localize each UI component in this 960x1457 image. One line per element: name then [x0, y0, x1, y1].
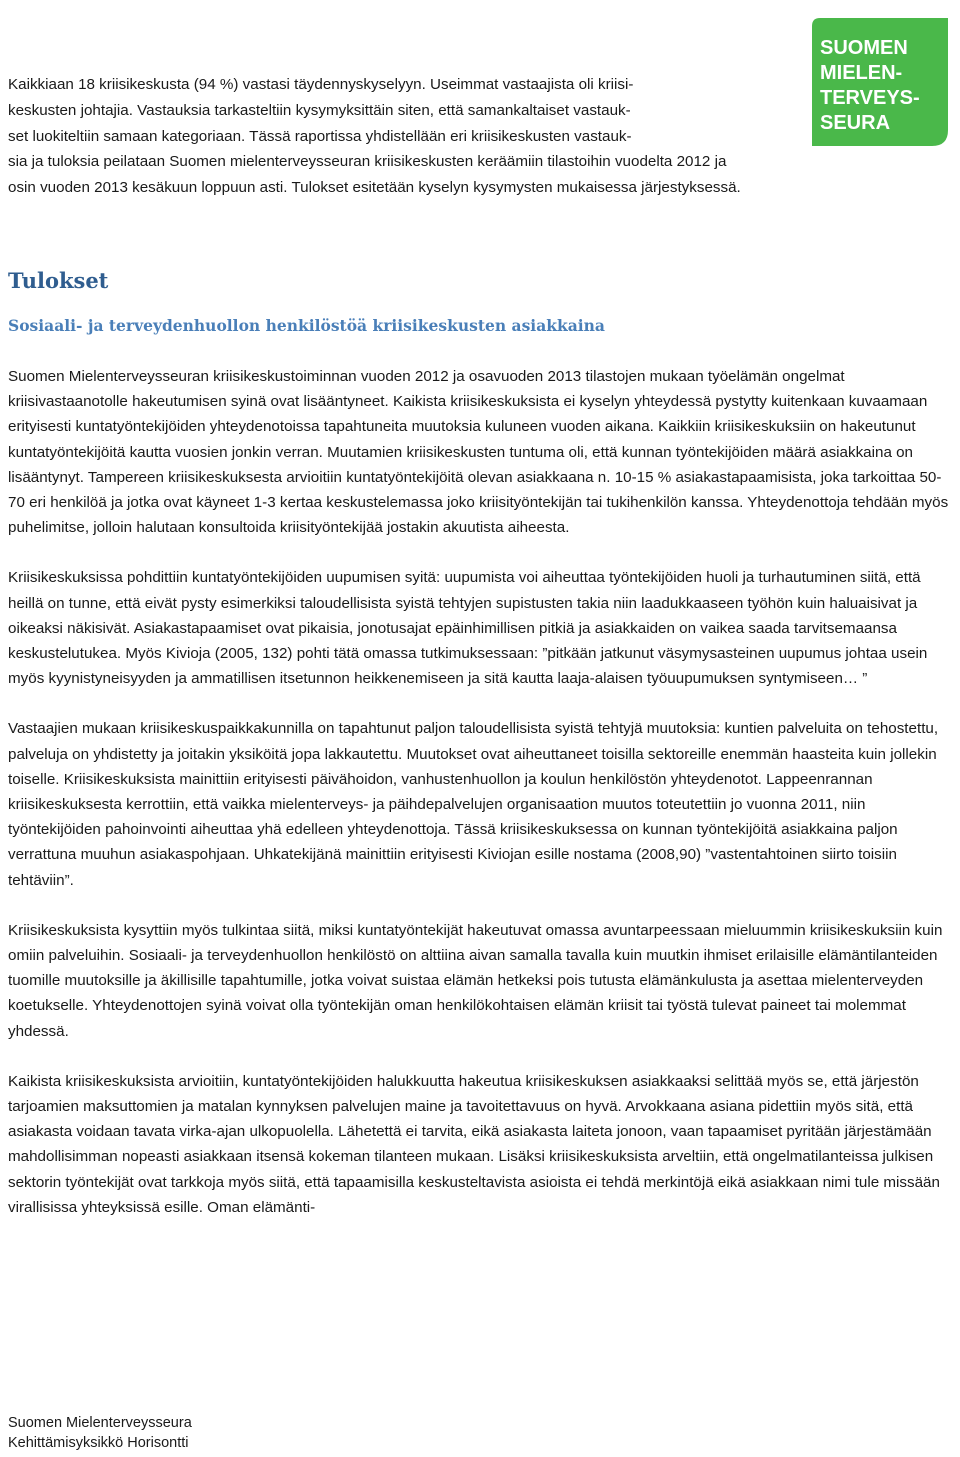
intro-paragraph-bottom	[8, 149, 956, 201]
logo-graphic	[812, 18, 948, 146]
document-body	[8, 364, 952, 1245]
subsection-heading: Sosiaali- ja terveydenhuollon henkilöstöä kriisikeskusten asiakkaina	[8, 316, 605, 335]
footer-unit: Kehittämisyksikkö Horisontti	[8, 1435, 189, 1451]
body-paragraph: Kriisikeskuksissa pohdittiin kuntatyöntekijöiden uupumisen syitä: uupumista voi aiheuttaa työntekijöiden huoli ja turhautuminen siitä, että heillä on tunne, että eivät pysty esimerkiksi taloudellisista syistä tehtyjen supistusten takia niin laadukkaaseen työhön kuin haluaisivat ja oikeaksi näkisivät. Asiakastapaamiset ovat pikaisia, jonotusajat epäinhimillisen pitkiä ja asiakkaiden on vaikea saada tarvitsemaansa keskustelutukea. Myös Kivioja (2005, 132) pohti tätä omassa tutkimuksessaan: ”pitkään jatkunut väsymysasteinen uupumus johtaa usein myös kyynistyneisyyden ja ammatillisen itsetunnon heikkenemiseen ja sitä kautta laaja-alaisen työuupumuksen syntymiseen… ”	[8, 569, 928, 688]
body-paragraph: Vastaajien mukaan kriisikeskuspaikkakunnilla on tapahtunut paljon taloudellisista syistä tehtyjä muutoksia: kuntien palveluita on tehostettu, palveluja on yhdistetty ja joitakin yksiköitä jopa lakkautettu. Muutokset ovat aiheuttaneet toisilla sektoreille enemmän haasteita kuin jollekin toiselle. Kriisikeskuksista mainittiin erityisesti päivähoidon, vanhustenhuollon ja koulun henkilöstön yhteydenotot. Lappeenrannan kriisikeskuksesta kerrottiin, että vaikka mielenterveys- ja päihdepalvelujen organisaation muutos toteutettiin jo vuonna 2011, niin työntekijöiden pahoinvointi aiheuttaa yhä edelleen yhteydenottoja. Tässä kriisikeskuksessa on kunnan työntekijöitä asiakkaina paljon verrattuna muuhun asiakaspohjaan. Uhkatekijänä mainittiin erityisesti Kiviojan esille nostama (2008,90) ”vastentahtoinen siirto toisiin tehtäviin”.	[8, 720, 939, 889]
intro-line: keskusten johtajia. Vastauksia tarkasteltiin kysymyksittäin siten, että samankaltaiset vastauk-	[8, 102, 631, 119]
body-paragraph: Kaikista kriisikeskuksista arvioitiin, kuntatyöntekijöiden halukkuutta hakeutua kriisikeskuksen asiakkaaksi selittää myös se, että järjestön tarjoamien maksuttomien ja matalan kynnyksen palvelujen maine ja tavoitettavuus on hyvä. Arvokkaana asiana pidettiin myös sitä, että asiakasta voidaan tavata virka-ajan ulkopuolella. Lähetettä ei tarvita, eikä asiakasta laiteta jonoon, vaan tapaamiset pyritään järjestämään mahdollisimman nopeasti asiakkaan itsensä kokeman tilanteen mukaan. Lisäksi kriisikeskuksista arveltiin, että ongelmatilanteissa julkisen sektorin työntekijät ovat tarkkoja myös siitä, että tapaamisilla keskusteltavista asioista ei tehdä merkintöjä eikä asiakkaan nimi tule missään virallisissa yhteyksissä esille. Oman elämänti-	[8, 1072, 940, 1216]
body-paragraph: Kriisikeskuksista kysyttiin myös tulkintaa siitä, miksi kuntatyöntekijät hakeutuvat omassa avuntarpeessaan mieluummin kriisikeskuksiin kuin omiin palveluihin. Sosiaali- ja terveydenhuollon henkilöstö on alttiina aivan samalla tavalla kuin muutkin ihmiset erilaisille elämäntilanteiden tuomille muutoksille ja äkillisille tapahtumille, jotka voivat suistaa elämän hetkeksi pois tutusta elämänkulusta ja asettaa mielenterveyden koetukselle. Yhteydenottojen syinä voivat olla työntekijän oman henkilökohtaisen elämän kriisit tai työstä tulevat paineet tai molemmat yhdessä.	[8, 921, 943, 1040]
intro-line: Kaikkiaan 18 kriisikeskusta (94 %) vastasi täydennyskyselyyn. Useimmat vastaajista oli kriisi-	[8, 76, 634, 93]
logo-line-3: TERVEYS-	[820, 87, 920, 109]
logo-line-2: MIELEN-	[820, 62, 903, 84]
organization-logo	[812, 18, 948, 146]
logo-line-4: SEURA	[820, 112, 891, 134]
body-paragraph: Suomen Mielenterveysseuran kriisikeskustoiminnan vuoden 2012 ja osavuoden 2013 tilastojen mukaan työelämän ongelmat kriisivastaanotolle hakeutumisen syinä ovat lisääntyneet. Kaikista kriisikeskuksista ei kyselyn yhteydessä pystytty kuitenkaan kuvaamaan erityisesti kuntatyöntekijöiden yhteydenotoissa tapahtuneita muutoksia kuluneen vuoden aikana. Kaikkiin kriisikeskuksiin on hakeutunut kuntatyöntekijöitä kautta vuosien jonkin verran. Muutamien kriisikeskusten tuntuma oli, että kunnan työntekijöiden määrä asiakkaina on lisääntynyt. Tampereen kriisikeskuksesta arvioitiin kuntatyöntekijöitä olevan asiakkaana n. 10-15 % asiakastapaamisista, joka tarkoittaa 50-70 eri henkilöä ja jotka ovat käyneet 1-3 kertaa keskustelemassa joko kriisityöntekijän tai tukihenkilön kanssa. Yhteydenottoja tehdään myös puhelimitse, jolloin halutaan konsultoida kriisityöntekijää jostakin akuutista aiheesta.	[8, 368, 949, 537]
footer-organization: Suomen Mielenterveysseura	[8, 1415, 192, 1431]
logo-line-1: SUOMEN	[820, 37, 908, 59]
intro-line: sia ja tuloksia peilataan Suomen mielenterveysseuran kriisikeskusten keräämiin tilastoihin vuodelta 2012 ja	[8, 153, 727, 170]
page-footer	[8, 1413, 192, 1453]
intro-paragraph-top	[8, 72, 808, 150]
section-heading: Tulokset	[8, 268, 109, 293]
intro-line: set luokiteltiin samaan kategoriaan. Tässä raportissa yhdistellään eri kriisikeskusten vastauk-	[8, 128, 632, 145]
intro-line: osin vuoden 2013 kesäkuun loppuun asti. Tulokset esitetään kyselyn kysymysten mukaisessa järjestyksessä.	[8, 179, 741, 196]
